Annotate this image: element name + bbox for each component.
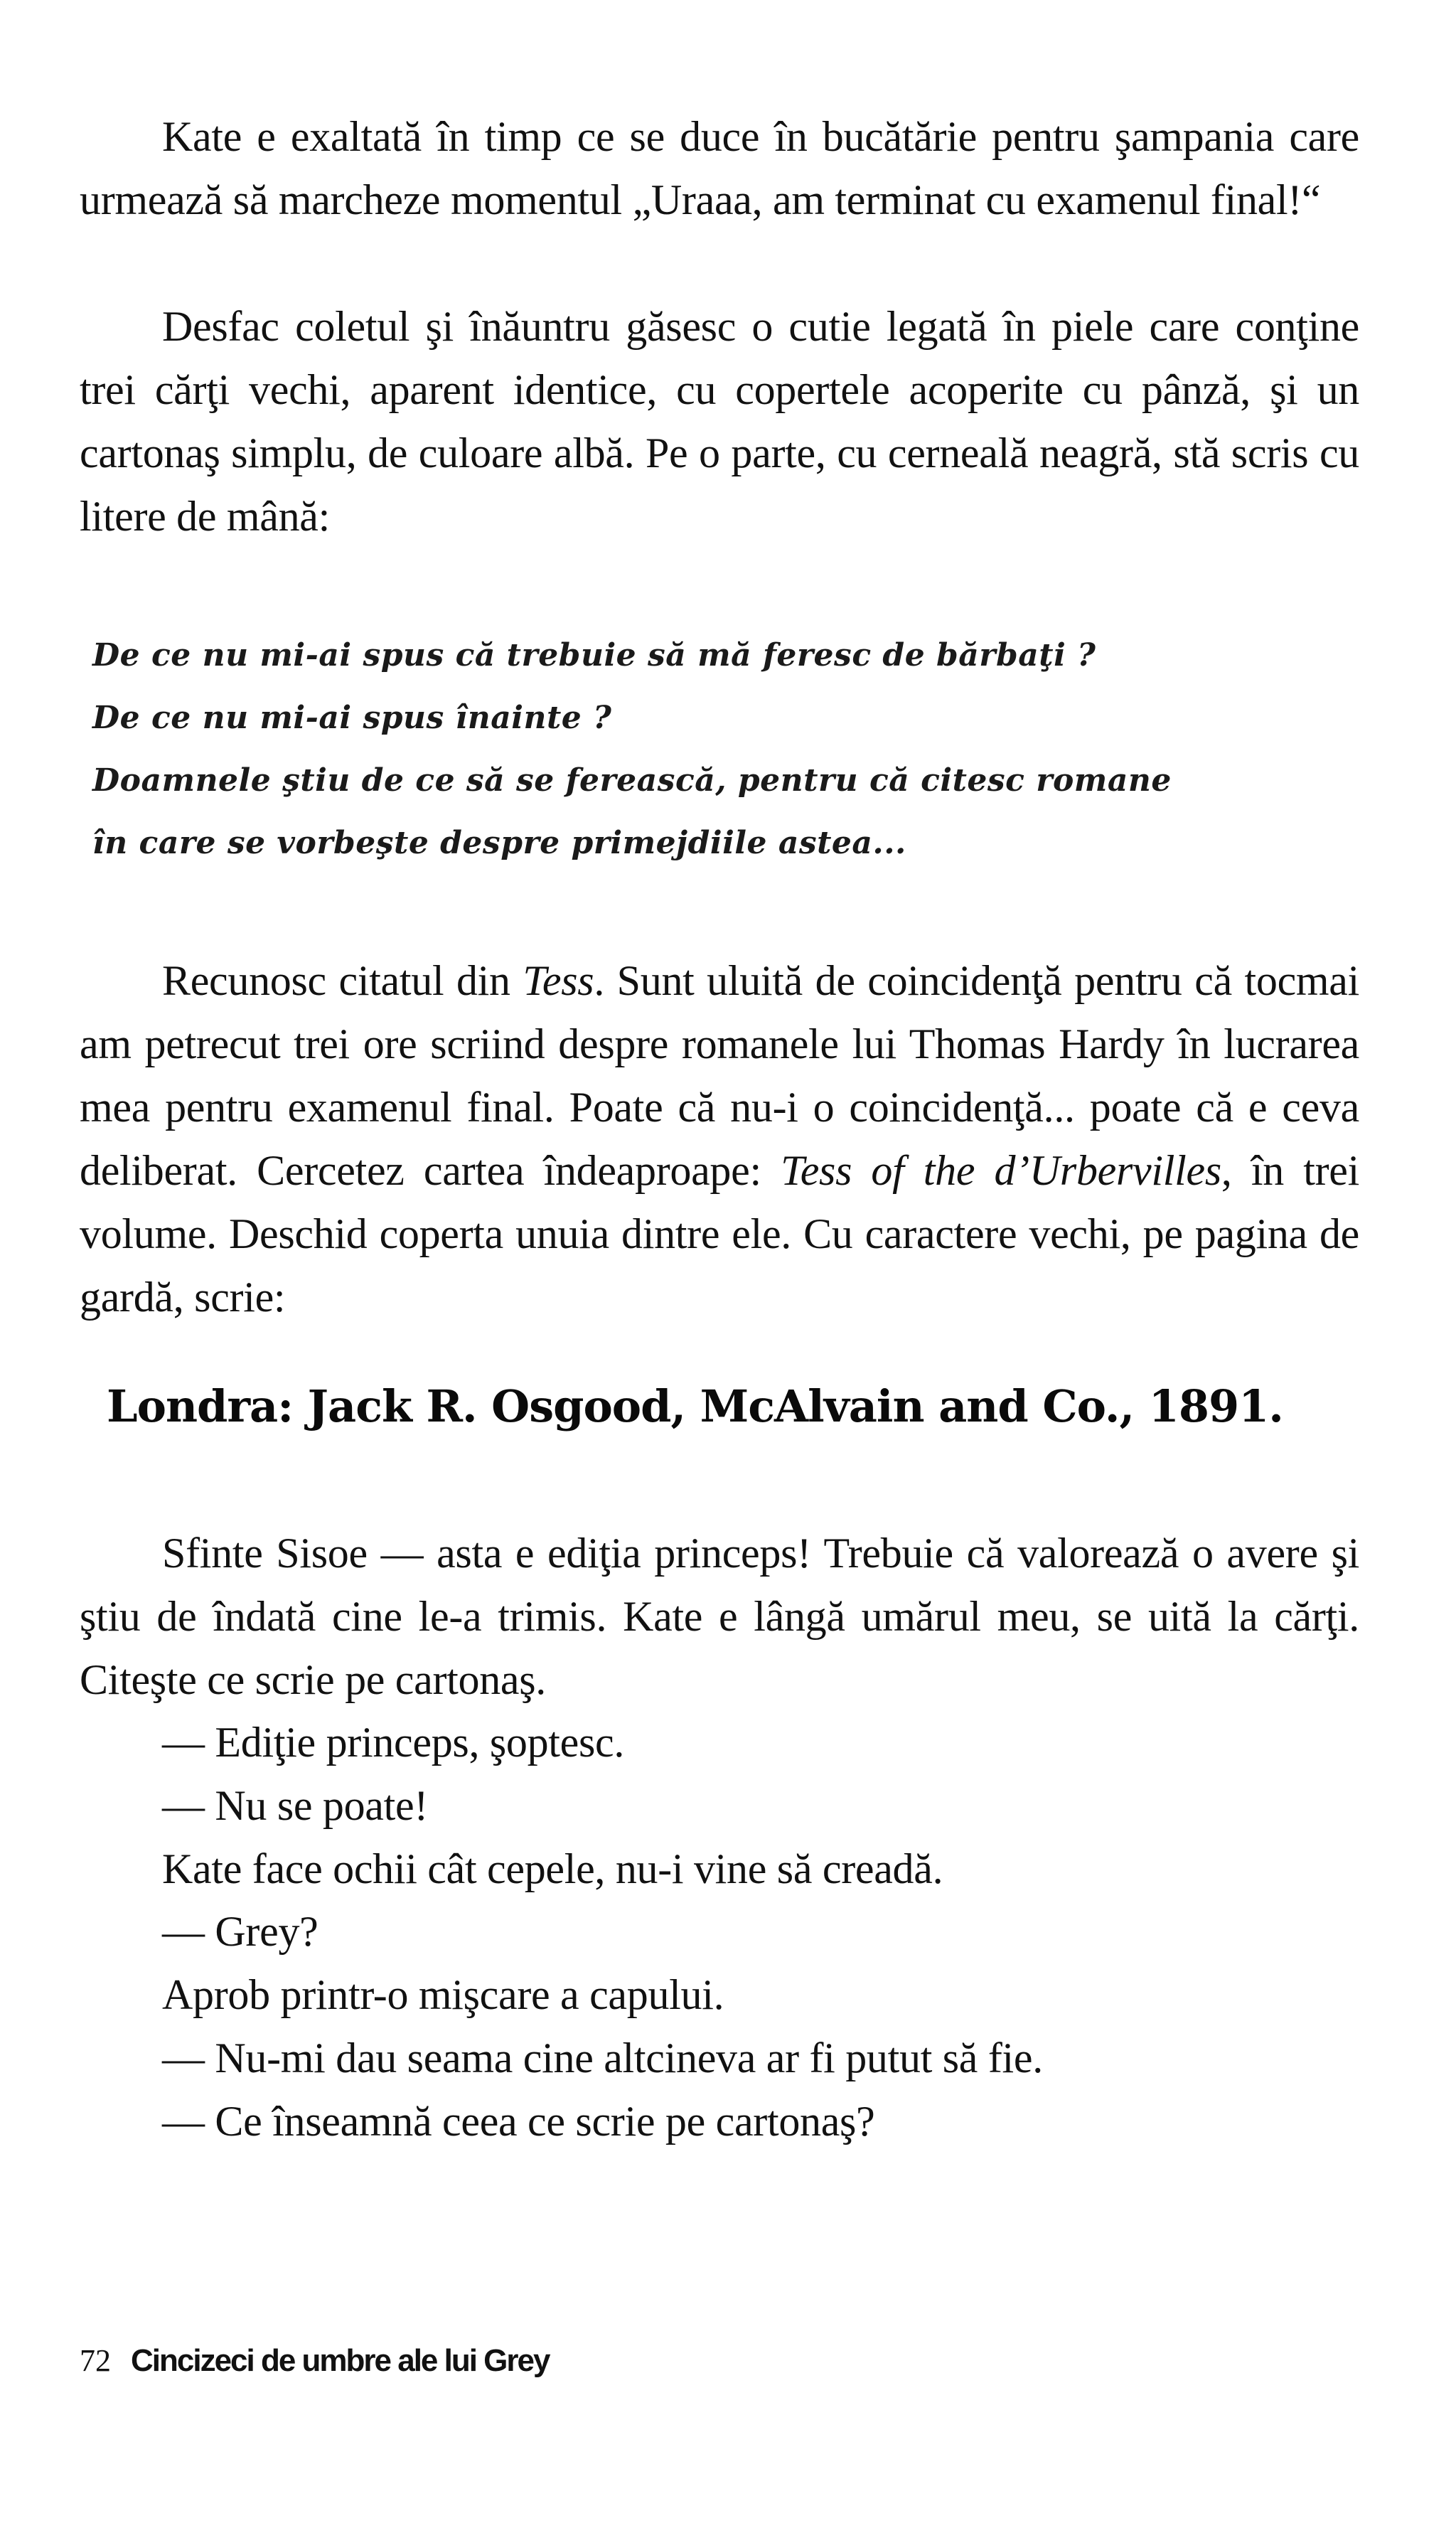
page-footer	[80, 2340, 549, 2382]
dialogue-line: — Ce înseamnă ceea ce scrie pe cartonaş?	[162, 2097, 875, 2145]
dialogue-line: — Ediţie princeps, şoptesc.	[162, 1719, 625, 1766]
quote-line: în care se vorbeşte despre primejdiile astea...	[92, 825, 906, 861]
dialogue-line: — Grey?	[162, 1908, 318, 1956]
paragraph-first-edition	[80, 1522, 1359, 1712]
running-title: Cincizeci de umbre ale lui Grey	[131, 2343, 550, 2378]
paragraph-text: Desfac coletul şi înăuntru găsesc o cutie legată în piele care conţine trei cărţi vechi, aparent identice, cu copertele acoperite cu pânză, şi un cartonaş simplu, de culoare albă. Pe o parte, cu cerneală neagră, stă scris cu litere de mână:	[80, 303, 1359, 540]
book-title-italic: Tess of the d’Urbervilles	[781, 1147, 1221, 1194]
page-number: 72	[80, 2343, 111, 2378]
dialogue-line: Aprob printr-o mişcare a capului.	[162, 1971, 724, 2019]
paragraph-champagne	[80, 105, 1359, 232]
dialogue-line: Kate face ochii cât cepele, nu-i vine să creadă.	[162, 1845, 943, 1892]
paragraph-tess	[80, 949, 1359, 1329]
handwritten-card-quote	[92, 624, 1358, 875]
paragraph-parcel	[80, 295, 1359, 548]
paragraph-text: Sfinte Sisoe — asta e ediţia princeps! Trebuie că valorează o avere şi ştiu de îndată cine le-a trimis. Kate e lângă umărul meu, se uită la cărţi. Citeşte ce scrie pe cartonaş.	[80, 1530, 1359, 1703]
quote-line: De ce nu mi-ai spus înainte ?	[92, 700, 612, 736]
paragraph-text: Kate e exaltată în timp ce se duce în bucătărie pentru şampania care urmează să marcheze momentul „Uraaa, am terminat cu examenul final!“	[80, 113, 1359, 223]
dialogue-lines	[80, 1711, 1359, 2153]
paragraph-text	[80, 949, 1359, 1329]
dialogue-line: — Nu-mi dau seama cine altcineva ar fi putut să fie.	[162, 2034, 1043, 2081]
dialogue-line: — Nu se poate!	[162, 1781, 429, 1829]
quote-line: De ce nu mi-ai spus că trebuie să mă feresc de bărbaţi ?	[92, 637, 1096, 673]
text-run: . Sunt uluită de coincidenţă pentru că tocmai am petrecut trei ore scriind despre romanele lui Thomas Hardy în lucrarea mea pentru examenul final. Poate că nu-i o coincidenţă... poate că e ceva deliberat. Cercetez cartea îndeaproape:	[80, 957, 1359, 1194]
book-title-italic: Tess	[523, 957, 594, 1004]
first-edition-imprint: Londra: Jack R. Osgood, McAlvain and Co., 1891.	[107, 1380, 1283, 1432]
text-run: , în trei volume. Deschid coperta unuia dintre ele. Cu caractere vechi, pe pagina de gardă, scrie:	[80, 1147, 1359, 1321]
quote-line: Doamnele ştiu de ce să se ferească, pentru că citesc romane	[92, 762, 1172, 799]
text-run: Recunosc citatul din	[162, 957, 523, 1004]
